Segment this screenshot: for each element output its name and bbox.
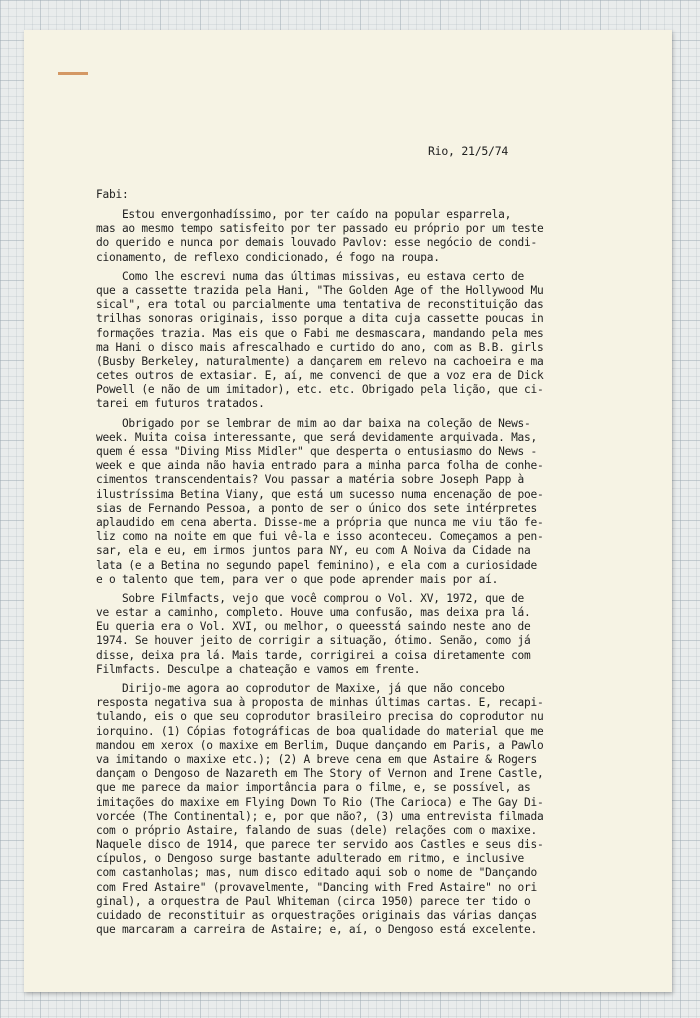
letter-line: do querido e nunca por demais louvado Pavlov: esse negócio de condi- (96, 236, 538, 250)
letter-paragraph (96, 682, 656, 937)
letter-line: Sobre Filmfacts, vejo que você comprou o Vol. XV, 1972, que de (96, 591, 525, 605)
letter-line: ve estar a caminho, completo. Houve uma confusão, mas deixa pra lá. (96, 606, 531, 620)
letter-line: vorcée (The Continental); e, por que não?, (3) uma entrevista filmada (96, 809, 544, 823)
letter-line: ilustríssima Betina Viany, que está um sucesso numa encenação de poe- (96, 487, 544, 501)
letter-line: cetes outros de extasiar. E, aí, me convenci de que a voz era de Dick (96, 369, 544, 383)
letter-line: Como lhe escrevi numa das últimas missivas, eu estava certo de (96, 269, 525, 283)
letter-line: week e que ainda não havia entrado para a minha parca folha de conhe- (96, 459, 544, 473)
letter-line: cimentos transcendentais? Vou passar a matéria sobre Joseph Papp à (96, 473, 525, 487)
letter-line: liz como na noite em que fui vê-la e isso aconteceu. Começamos a pen- (96, 530, 544, 544)
letter-line: com castanholas; mas, num disco editado aqui sob o nome de "Dançando (96, 866, 538, 880)
letter-line: que a cassette trazida pela Hani, "The Golden Age of the Hollywood Mu (96, 283, 544, 297)
letter-line: disse, deixa pra lá. Mais tarde, corrigirei a coisa diretamente com (96, 648, 531, 662)
letter-line: Powell (e não de um imitador), etc. etc. Obrigado pela lição, que ci- (96, 383, 544, 397)
letter-line: sar, ela e eu, em irmos juntos para NY, eu com A Noiva da Cidade na (96, 544, 531, 558)
letter-line: quem é essa "Diving Miss Midler" que desperta o entusiasmo do News - (96, 445, 538, 458)
tape-mark (58, 72, 88, 75)
letter-line: Naquele disco de 1914, que parece ter servido aos Castles e seus dis- (96, 838, 544, 852)
letter-line: (Busby Berkeley, naturalmente) a dançarem em relevo na cachoeira e ma (96, 354, 544, 368)
letter-sheet (24, 30, 672, 992)
letter-line: que marcaram a carreira de Astaire; e, aí, o Dengoso está excelente. (96, 923, 538, 937)
letter-line: e o talento que tem, para ver o que pode aprender mais por aí. (96, 572, 499, 586)
letter-line: tarei em futuros tratados. (96, 397, 265, 411)
letter-line: aplaudido em cena aberta. Disse-me a própria que nunca me viu tão fe- (96, 515, 544, 529)
letter-line: lata (e a Betina no segundo papel feminino), e ela com a curiosidade (96, 558, 538, 572)
letter-line: mas ao mesmo tempo satisfeito por ter passado eu próprio por um teste (96, 222, 544, 236)
letter-line: com o próprio Astaire, falando de suas (dele) relações com o maxixe. (96, 823, 538, 837)
letter-line: dançam o Dengoso de Nazareth em The Story of Vernon and Irene Castle, (96, 767, 544, 781)
letter-line: 1974. Se houver jeito de corrigir a situação, ótimo. Senão, como já (96, 634, 531, 648)
letter-line: ma Hani o disco mais afrescalhado e curtido do ano, com as B.B. girls (96, 340, 544, 354)
letter-line: cionamento, de reflexo condicionado, é fogo na roupa. (96, 250, 440, 264)
letter-paragraph (96, 417, 656, 587)
letter-date: Rio, 21/5/74 (428, 144, 509, 158)
letter-line: ginal), a orquestra de Paul Whiteman (circa 1950) parece ter tido o (96, 894, 531, 908)
letter-line: sias de Fernando Pessoa, a ponto de ser o único dos sete intérpretes (96, 501, 538, 515)
letter-line: tulando, eis o que seu coprodutor brasileiro precisa do coprodutor nu (96, 710, 544, 724)
letter-line: week. Muita coisa interessante, que será devidamente arquivada. Mas, (96, 430, 538, 444)
letter-line: formações trazia. Mas eis que o Fabi me desmascara, mandando pela mes (96, 326, 544, 340)
letter-line: iorquino. (1) Cópias fotográficas de boa qualidade do material que me (96, 724, 544, 738)
letter-line: Eu queria era o Vol. XVI, ou melhor, o queesstá saindo neste ano de (96, 620, 531, 634)
letter-line: Estou envergonhadíssimo, por ter caído na popular esparrela, (96, 208, 512, 221)
letter-line: imitações do maxixe em Flying Down To Rio (The Carioca) e The Gay Di- (96, 795, 544, 809)
letter-line: mandou em xerox (o maxixe em Berlim, Duque dançando em Paris, a Pawlo (96, 738, 544, 752)
letter-paragraphs (96, 208, 656, 942)
letter-line: Dirijo-me agora ao coprodutor de Maxixe, já que não concebo (96, 682, 505, 695)
letter-line: Obrigado por se lembrar de mim ao dar baixa na coleção de News- (96, 416, 531, 430)
letter-line: Filmfacts. Desculpe a chateação e vamos em frente. (96, 662, 421, 676)
letter-line: cuidado de reconstituir as orquestrações originais das várias danças (96, 909, 538, 922)
letter-line: sical", era total ou parcialmente uma tentativa de reconstituição das (96, 298, 544, 312)
letter-salutation: Fabi: (96, 188, 129, 201)
letter-line: resposta negativa sua à proposta de minhas últimas cartas. E, recapi- (96, 696, 544, 710)
letter-paragraph (96, 270, 656, 412)
letter-line: trilhas sonoras originais, isso porque a dita cuja cassette poucas in (96, 312, 544, 326)
letter-paragraph (96, 592, 656, 677)
letter-line: que me parece da maior importância para o filme, e, se possível, as (96, 781, 531, 795)
letter-paragraph (96, 208, 656, 265)
letter-line: com Fred Astaire" (provavelmente, "Dancing with Fred Astaire" no ori (96, 880, 538, 894)
letter-line: va imitando o maxixe etc.); (2) A breve cena em que Astaire & Rogers (96, 752, 538, 766)
letter-line: cípulos, o Dengoso surge bastante adulterado em ritmo, e inclusive (96, 852, 525, 866)
